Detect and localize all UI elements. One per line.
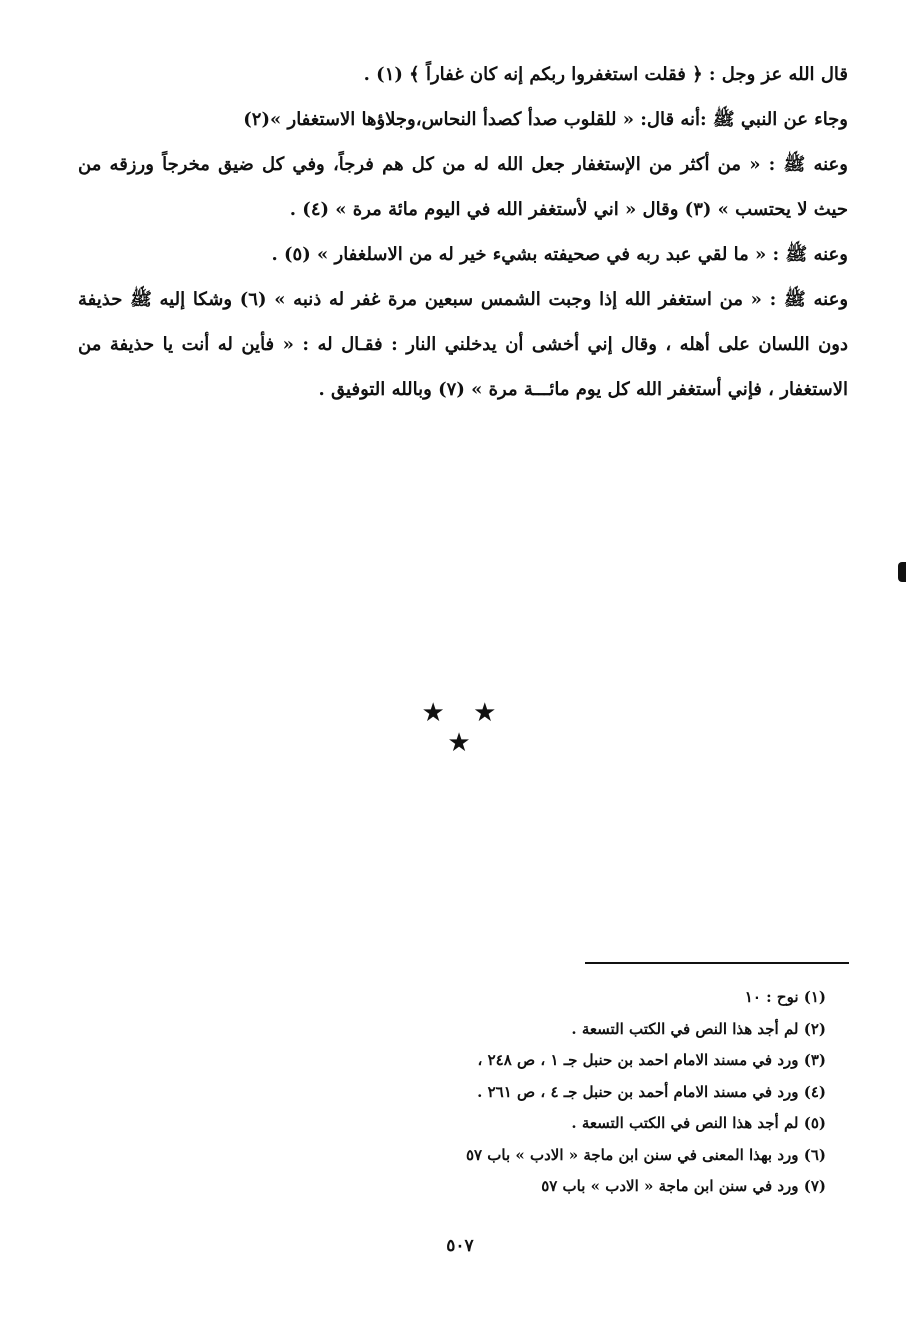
paragraph-2: وجاء عن النبي ﷺ :أنه قال: « للقلوب صدأ كصدأ النحاس،وجلاؤها الاستغفار »(٢) (243, 109, 848, 130)
paragraph-5: وعنه ﷺ : « من استغفر الله إذا وجبت الشمس سبعين مرة غفر له ذنبه » (٦) وشكا إليه ﷺ حذيفة دون اللسان على أهله ، وقال إني أخشى أن يدخلني النار : فقـال له : « فأين له أنت يا حذيفة من الاستغفار ، فإني أستغفر الله كل يوم مائـــة مرة » (٧) وبالله التوفيق . (78, 289, 849, 400)
footnote-4: (٤) ورد في مسند الامام أحمد بن حنبل جـ ٤ ، ص ٢٦١ . (477, 1082, 826, 1101)
paragraph-3: وعنه ﷺ : « من أكثر من الإستغفار جعل الله له من كل هم فرجاً، وفي كل ضيق مخرجاً ورزقه من حيث لا يحتسب » (٣) وقال « اني لأستغفر الله في اليوم مائة مرة » (٤) . (78, 154, 848, 220)
page-number: ٥٠٧ (446, 1236, 474, 1256)
paragraph-1: قال الله عز وجل : ﴿ فقلت استغفروا ربكم إنه كان غفاراً ﴾ (١) . (363, 64, 848, 85)
footnote-6: (٦) ورد بهذا المعنى في سنن ابن ماجة « الادب » باب ٥٧ (465, 1145, 826, 1164)
footnote-7: (٧) ورد في سنن ابن ماجة « الادب » باب ٥٧ (541, 1177, 826, 1195)
section-separator: ★ ★ ★ (421, 698, 507, 758)
margin-mark (898, 562, 906, 582)
footnote-3: (٣) ورد في مسند الامام احمد بن حنبل جـ ١ ، ص ٢٤٨ ، (477, 1051, 826, 1069)
footnote-rule (585, 962, 849, 964)
footnote-1: (١) نوح : ١٠ (744, 988, 826, 1006)
footnote-2: (٢) لم أجد هذا النص في الكتب التسعة . (571, 1019, 826, 1038)
paragraph-4: وعنه ﷺ : « ما لقي عبد ربه في صحيفته بشيء خير له من الاسلغفار » (٥) . (271, 244, 848, 265)
main-text (78, 52, 848, 412)
footnote-5: (٥) لم أجد هذا النص في الكتب التسعة . (571, 1114, 826, 1132)
footnotes (340, 982, 826, 1203)
